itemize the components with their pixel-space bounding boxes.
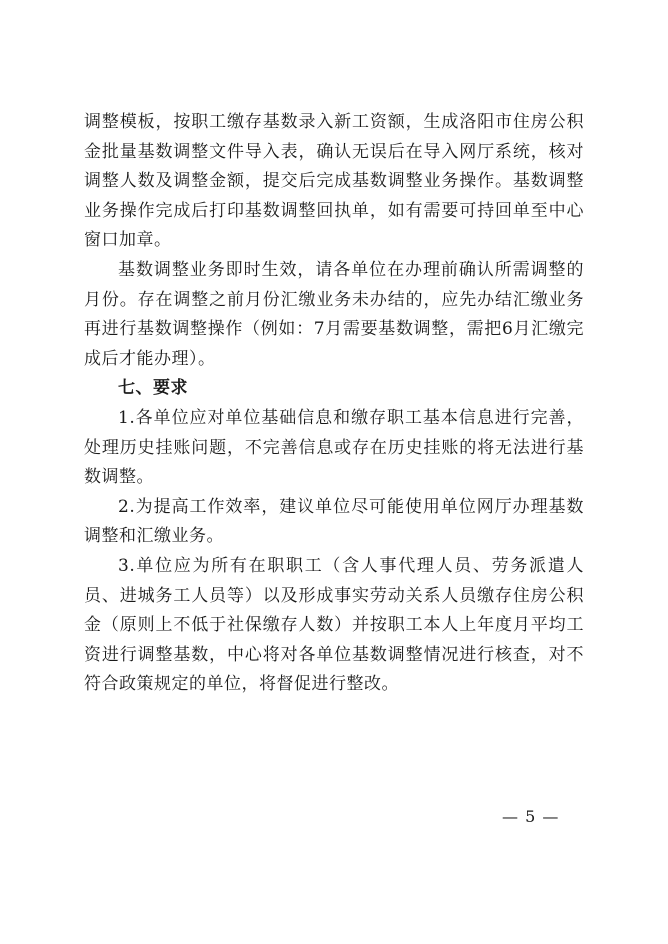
section-heading-requirements: 七、要求 xyxy=(118,378,188,399)
paragraph-template-instructions: 调整模板，按职工缴存基数录入新工资额，生成洛阳市住房公积金批量基数调整文件导入表，确认无误后在导入网厅系统，核对调整人数及调整金额，提交后完成基数调整业务操作。基数调整业务操作完成后打印基数调整回执单，如有需要可持回单至中心窗口加章。 xyxy=(84,112,584,251)
page-number: — 5 — xyxy=(502,807,560,826)
requirement-item-3: 3.单位应为所有在职职工（含人事代理人员、劳务派遣人员、进城务工人员等）以及形成事实劳动关系人员缴存住房公积金（原则上不低于社保缴存人数）并按职工本人上年度月平均工资进行调整基数，中心将对各单位基数调整情况进行核查，对不符合政策规定的单位，将督促进行整改。 xyxy=(84,555,584,695)
requirement-item-1: 1.各单位应对单位基础信息和缴存职工基本信息进行完善，处理历史挂账问题，不完善信息或存在历史挂账的将无法进行基数调整。 xyxy=(84,407,584,488)
document-body xyxy=(84,108,584,700)
requirement-item-2: 2.为提高工作效率，建议单位尽可能使用单位网厅办理基数调整和汇缴业务。 xyxy=(84,496,584,547)
paragraph-effective-immediately: 基数调整业务即时生效，请各单位在办理前确认所需调整的月份。存在调整之前月份汇缴业务未办结的，应先办结汇缴业务再进行基数调整操作（例如：7月需要基数调整，需把6月汇缴完成后才能办理）。 xyxy=(84,259,584,369)
